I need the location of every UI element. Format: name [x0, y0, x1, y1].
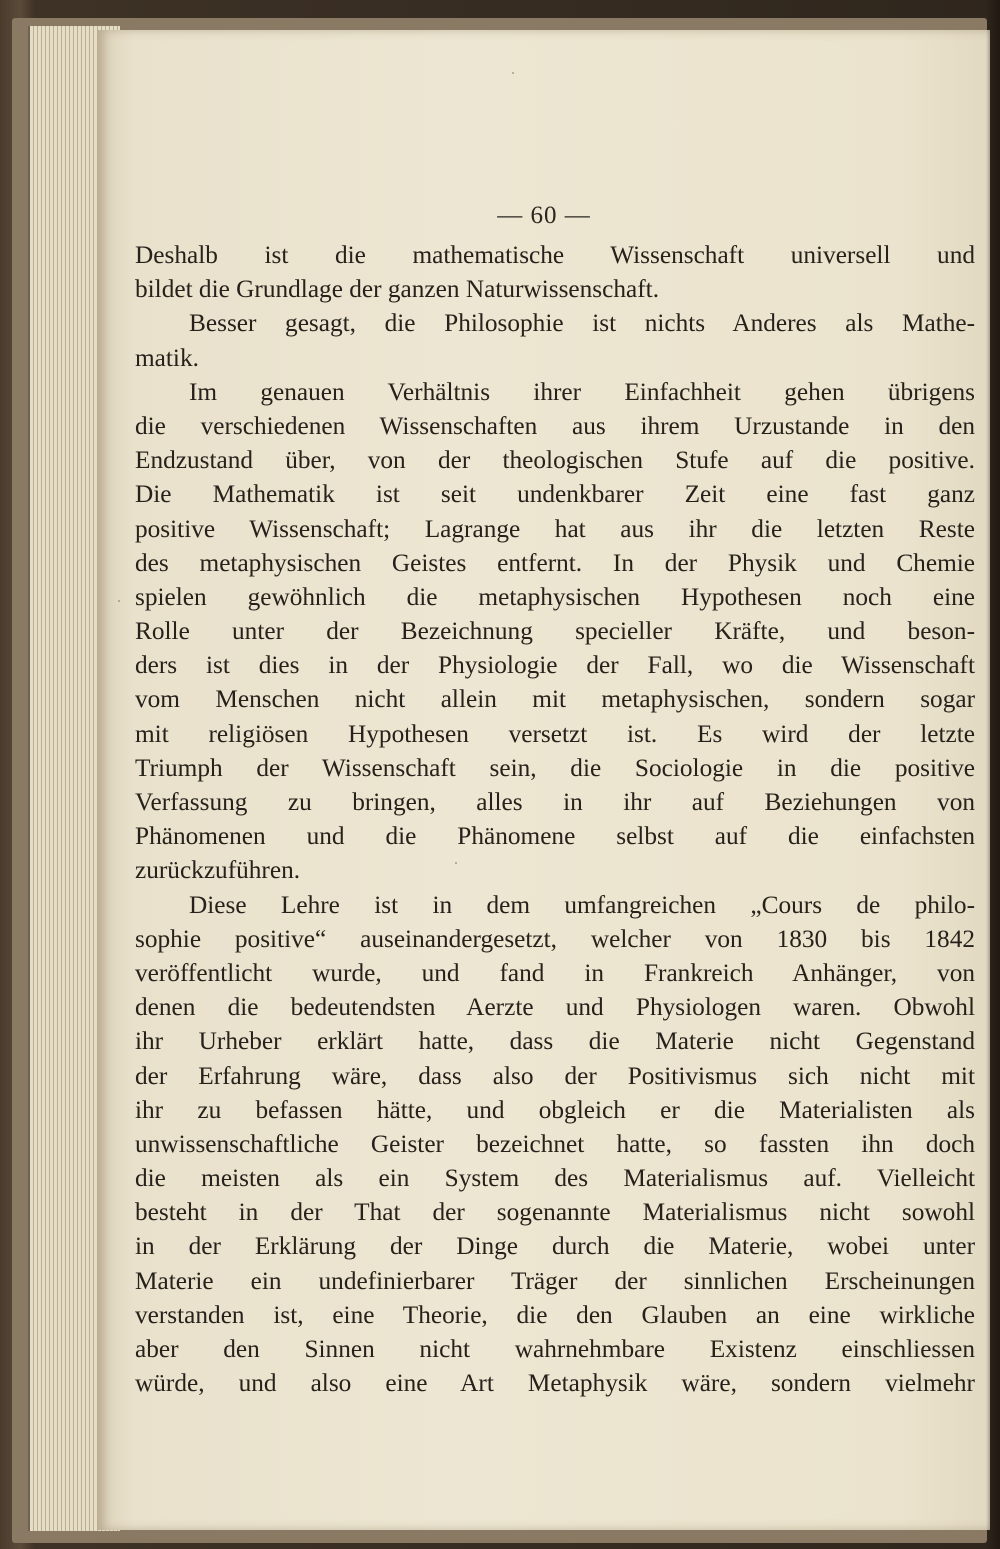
text-line: ders ist dies in der Physiologie der Fall, wo die Wissenschaft [135, 651, 975, 680]
text-line: sophie positive“ auseinandergesetzt, welcher von 1830 bis 1842 [135, 924, 975, 953]
text-line: ihr Urheber erklärt hatte, dass die Materie nicht Gegenstand [135, 1027, 975, 1056]
text-line: der Erfahrung wäre, dass also der Positivismus sich nicht mit [135, 1061, 975, 1090]
text-line: würde, und also eine Art Metaphysik wäre, sondern vielmehr [135, 1369, 975, 1398]
text-line: mit religiösen Hypothesen versetzt ist. Es wird der letzte [135, 719, 975, 748]
page-gutter-shadow [986, 0, 1000, 1549]
text-line: vom Menschen nicht allein mit metaphysischen, sondern sogar [135, 685, 975, 714]
text-line: denen die bedeutendsten Aerzte und Physiologen waren. Obwohl [135, 993, 975, 1022]
text-line: in der Erklärung der Dinge durch die Materie, wobei unter [135, 1232, 975, 1261]
text-line: Materie ein undefinierbarer Träger der sinnlichen Erscheinungen [135, 1266, 975, 1295]
text-line: die verschiedenen Wissenschaften aus ihrem Urzustande in den [135, 411, 975, 440]
paper-speck [512, 72, 514, 74]
text-line: Deshalb ist die mathematische Wissenschaft universell und [135, 241, 975, 269]
text-line: bildet die Grundlage der ganzen Naturwissenschaft. [135, 275, 660, 304]
text-line: aber den Sinnen nicht wahrnehmbare Existenz einschliessen [135, 1335, 975, 1363]
text-line: verstanden ist, eine Theorie, die den Glauben an eine wirkliche [135, 1300, 975, 1329]
text-line: Endzustand über, von der theologischen Stufe auf die positive. [135, 446, 975, 475]
text-line: Im genauen Verhältnis ihrer Einfachheit gehen übrigens [189, 377, 975, 406]
paper-speck [455, 862, 457, 864]
text-line: die meisten als ein System des Materialismus auf. Vielleicht [135, 1164, 975, 1193]
text-line: Verfassung zu bringen, alles in ihr auf Beziehungen von [135, 788, 975, 816]
page-number: — 60 — [497, 202, 591, 229]
text-line: Diese Lehre ist in dem umfangreichen „Cours de philo- [189, 890, 975, 919]
text-line: Rolle unter der Bezeichnung specieller Kräfte, und beson- [135, 617, 975, 646]
text-line: des metaphysischen Geistes entfernt. In der Physik und Chemie [135, 548, 975, 577]
page-body-text [135, 238, 975, 1400]
text-line: unwissenschaftliche Geister bezeichnet hatte, so fassten ihn doch [135, 1129, 975, 1158]
text-line: besteht in der That der sogenannte Materialismus nicht sowohl [135, 1198, 975, 1227]
text-line: Besser gesagt, die Philosophie ist nichts Anderes als Mathe- [189, 309, 975, 338]
text-line: veröffentlicht wurde, und fand in Frankreich Anhänger, von [135, 958, 975, 987]
text-line: matik. [135, 343, 199, 372]
text-line: Die Mathematik ist seit undenkbarer Zeit eine fast ganz [135, 480, 975, 509]
paper-speck [118, 600, 120, 602]
text-line: positive Wissenschaft; Lagrange hat aus ihr die letzten Reste [135, 514, 975, 543]
text-line: ihr zu befassen hätte, und obgleich er die Materialisten als [135, 1095, 975, 1124]
text-line: Phänomenen und die Phänomene selbst auf die einfachsten [135, 822, 975, 851]
text-line: zurückzuführen. [135, 856, 301, 885]
text-line: spielen gewöhnlich die metaphysischen Hypothesen noch eine [135, 582, 975, 611]
text-line: Triumph der Wissenschaft sein, die Sociologie in die positive [135, 753, 975, 782]
